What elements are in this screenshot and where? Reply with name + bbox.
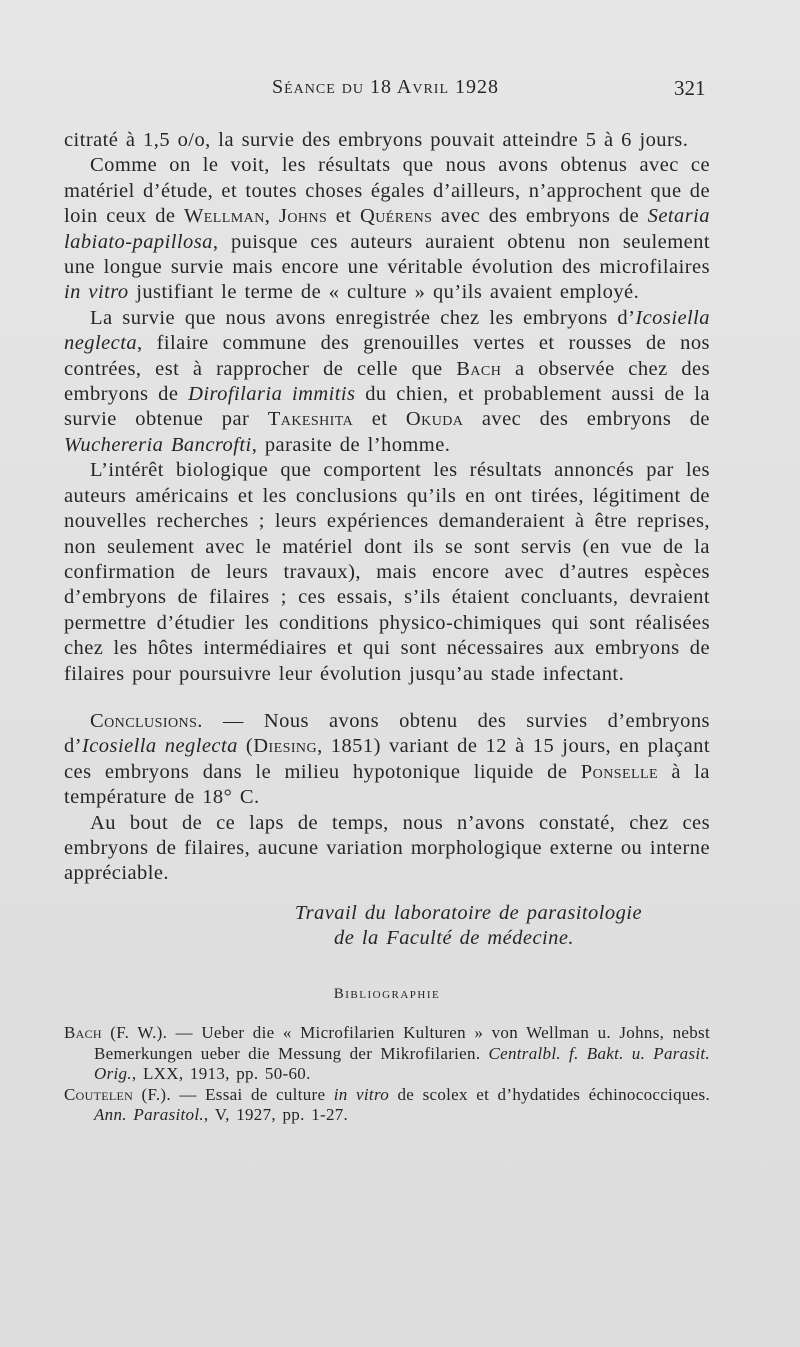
small-caps-name: Quérens: [359, 205, 433, 228]
page-header: [0, 76, 800, 106]
text-run: citraté à 1,5 o/o, la survie des embryons pouvait atteindre 5 à 6 jours.: [64, 129, 689, 151]
text-run: ,: [264, 205, 279, 228]
text-run: justifiant le terme de « culture » qu’ils avaient employé.: [128, 281, 640, 304]
body-text: [64, 128, 710, 887]
signature-line: Travail du laboratoire de parasitologie: [294, 901, 642, 924]
italic-text: Icosiella neglecta: [64, 306, 710, 355]
text-run: avec des embryons de: [432, 205, 648, 228]
italic-text: Wuchereria Bancrofti: [64, 433, 252, 456]
text-run: Au bout de ce laps de temps, nous n’avons constaté, chez ces embryons de filaires, aucune variation morphologique externe ou interne appréciable.: [64, 811, 710, 885]
paragraph: [64, 458, 710, 687]
paragraph: [64, 153, 710, 305]
text-run: (F. W.). — Ueber die « Microfilarien Kulturen » von Wellman u. Johns, nebst Bemerkungen ueber die Messung der Mikrofilarien.: [94, 1023, 710, 1063]
text-run: , 1851) variant de 12 à 15 jours, en plaçant ces embryons dans le milieu hypotonique liquide de: [64, 735, 710, 783]
small-caps-name: Coutelen: [64, 1084, 134, 1104]
italic-text: Centralbl. f. Bakt. u. Parasit. Orig.: [94, 1043, 710, 1083]
small-caps-name: Bach: [456, 357, 502, 380]
text-run: — Nous avons obtenu des survies d’embryons d’: [64, 709, 710, 758]
paragraph: [64, 128, 710, 153]
small-caps-name: Ponselle: [580, 760, 659, 783]
text-run: de scolex et d’hydatides échinococciques.: [389, 1084, 710, 1104]
italic-text: in vitro: [333, 1084, 390, 1104]
small-caps-name: Bach: [64, 1023, 102, 1042]
text-run: , parasite de l’homme.: [251, 433, 451, 456]
bibliography-heading: Bibliographie: [333, 985, 441, 1002]
text-run: a observée chez des embryons de: [64, 357, 710, 406]
text-run: du chien, et probablement aussi de la survie obtenue par: [64, 383, 710, 431]
small-caps-name: Johns: [278, 205, 328, 228]
italic-text: Ann. Parasitol.: [94, 1105, 204, 1124]
paragraph: [64, 306, 710, 458]
paragraph: [64, 811, 710, 887]
small-caps-name: Takeshita: [267, 408, 354, 431]
text-run: , puisque ces auteurs auraient obtenu non seulement une longue survie mais encore une véritable évolution des microfilaires: [64, 230, 710, 279]
text-run: , filaire commune des grenouilles vertes et rousses de nos contrées, est à rapprocher de celle que: [64, 332, 710, 380]
italic-text: in vitro: [64, 281, 129, 304]
small-caps-name: Conclusions.: [90, 709, 203, 732]
text-run: et: [327, 205, 360, 228]
text-run: à la température de 18° C.: [64, 760, 710, 809]
bibliography-list: [64, 1023, 710, 1126]
italic-text: Icosiella neglecta: [81, 735, 238, 758]
italic-text: Dirofilaria immitis: [188, 383, 356, 406]
page-body: [64, 128, 710, 1126]
small-caps-name: Okuda: [405, 408, 464, 431]
bibliography-entry: [64, 1085, 710, 1126]
text-run: (: [237, 735, 254, 758]
text-run: et: [353, 408, 406, 431]
signature-line: de la Faculté de médecine.: [334, 927, 574, 950]
paragraph: [64, 709, 710, 811]
page-number: 321: [674, 76, 706, 100]
signature: [64, 901, 642, 952]
small-caps-name: Wellman: [183, 205, 265, 228]
text-run: (F.). — Essai de culture: [133, 1084, 334, 1104]
small-caps-name: Diesing: [253, 735, 318, 758]
text-run: avec des embryons de: [463, 408, 710, 431]
text-run: La survie que nous avons enregistrée chez les embryons d’: [90, 306, 636, 329]
text-run: L’intérêt biologique que comportent les résultats annoncés par les auteurs américains et les conclusions qu’ils en ont tirées, légitiment de nouvelles recherches ; leurs expériences demanderaient à être reprises, non seulement avec le matériel dont ils se sont servis (en vue de la confirmation de leurs travaux), mais encore avec d’autres espèces d’embryons de filaires ; ces essais, s’ils étaient concluants, devraient permettre d’étudier les conditions physico-chimiques qui sont réalisées chez les hôtes intermédiaires et qui sont nécessaires aux embryons de filaires pour poursuivre leur évolution jusqu’au stade infectant.: [64, 459, 710, 685]
text-run: , LXX, 1913, pp. 50-60.: [131, 1064, 311, 1083]
italic-text: Setaria labiato-papillosa: [64, 205, 710, 253]
bibliography-entry: [64, 1023, 710, 1085]
section-gap: [64, 687, 710, 709]
text-run: Comme on le voit, les résultats que nous avons obtenus avec ce matériel d’étude, et toutes choses égales d’ailleurs, n’approchent que de loin ceux de: [64, 154, 710, 228]
text-run: , V, 1927, pp. 1-27.: [203, 1105, 349, 1124]
running-head: Séance du 18 Avril 1928: [272, 76, 500, 98]
